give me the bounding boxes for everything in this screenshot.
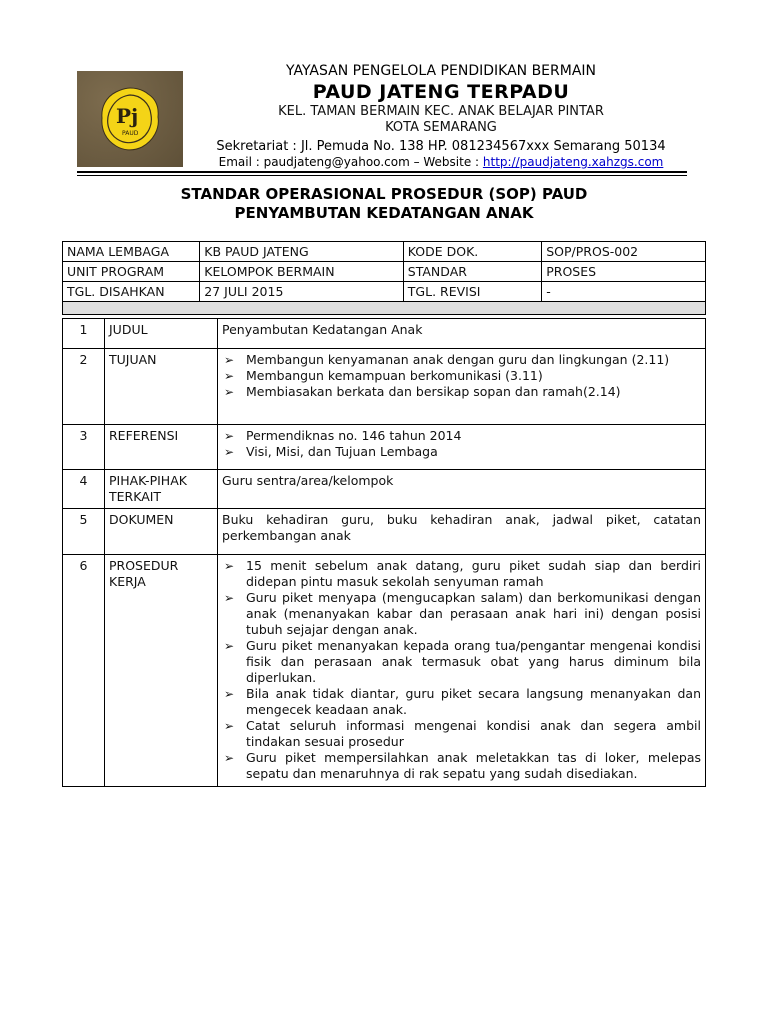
website-link[interactable]: http://paudjateng.xahzgs.com bbox=[482, 155, 664, 169]
list-item bbox=[222, 750, 701, 782]
arrow-bullet-icon: ➢ bbox=[224, 385, 235, 399]
sop-table bbox=[62, 318, 706, 787]
meta-value: KB PAUD JATENG bbox=[200, 242, 404, 262]
list-item-text: Membiasakan berkata dan bersikap sopan dan ramah(2.14) bbox=[246, 384, 621, 399]
bullet-list bbox=[222, 558, 701, 782]
header-rule bbox=[77, 171, 687, 173]
meta-value: 27 JULI 2015 bbox=[200, 282, 404, 302]
city-line: KOTA SEMARANG bbox=[385, 120, 497, 135]
row-content bbox=[218, 425, 706, 470]
sop-row bbox=[63, 555, 706, 787]
list-item bbox=[222, 444, 701, 460]
list-item-text: 15 menit sebelum anak datang, guru piket sudah siap dan berdiri didepan pintu masuk sekolah senyuman ramah bbox=[246, 558, 701, 589]
arrow-bullet-icon: ➢ bbox=[224, 591, 235, 605]
bullet-list bbox=[222, 352, 701, 400]
list-item-text: Membangun kemampuan berkomunikasi (3.11) bbox=[246, 368, 543, 383]
row-content: Buku kehadiran guru, buku kehadiran anak, jadwal piket, catatan perkembangan anak bbox=[218, 509, 706, 555]
title-line-2: PENYAMBUTAN KEDATANGAN ANAK bbox=[234, 204, 534, 222]
meta-value: KELOMPOK BERMAIN bbox=[200, 262, 404, 282]
arrow-bullet-icon: ➢ bbox=[224, 369, 235, 383]
logo-subtext: PAUD bbox=[122, 130, 139, 137]
row-label: JUDUL bbox=[105, 319, 218, 349]
school-logo bbox=[77, 71, 183, 167]
meta-value: SOP/PROS-002 bbox=[542, 242, 706, 262]
foundation-name: YAYASAN PENGELOLA PENDIDIKAN BERMAIN bbox=[285, 63, 597, 79]
meta-value: PROSES bbox=[542, 262, 706, 282]
list-item-text: Guru piket menanyakan kepada orang tua/pengantar mengenai kondisi fisik dan perasaan anak termasuk obat yang harus diminum bila diperlukan. bbox=[246, 638, 701, 685]
institution-name: PAUD JATENG TERPADU bbox=[312, 81, 570, 103]
logo-text: Pj bbox=[116, 104, 139, 128]
meta-label: TGL. DISAHKAN bbox=[63, 282, 200, 302]
sop-row bbox=[63, 509, 706, 555]
row-label: PROSEDUR KERJA bbox=[105, 555, 218, 787]
sop-row bbox=[63, 349, 706, 425]
row-content: Guru sentra/area/kelompok bbox=[218, 470, 706, 509]
arrow-bullet-icon: ➢ bbox=[224, 639, 235, 653]
document-title bbox=[62, 185, 706, 223]
table-divider-row bbox=[63, 302, 706, 315]
meta-label: STANDAR bbox=[403, 262, 541, 282]
row-number: 2 bbox=[63, 349, 105, 425]
arrow-bullet-icon: ➢ bbox=[224, 559, 235, 573]
arrow-bullet-icon: ➢ bbox=[224, 445, 235, 459]
list-item bbox=[222, 590, 701, 638]
list-item-text: Catat seluruh informasi mengenai kondisi anak dan segera ambil tindakan sesuai prosedur bbox=[246, 718, 701, 749]
list-item bbox=[222, 638, 701, 686]
list-item bbox=[222, 352, 701, 368]
list-item bbox=[222, 718, 701, 750]
letterhead bbox=[196, 62, 686, 170]
meta-row bbox=[63, 262, 706, 282]
meta-label: UNIT PROGRAM bbox=[63, 262, 200, 282]
arrow-bullet-icon: ➢ bbox=[224, 687, 235, 701]
meta-value: - bbox=[542, 282, 706, 302]
pj-emblem-icon bbox=[98, 85, 162, 153]
row-label: REFERENSI bbox=[105, 425, 218, 470]
list-item bbox=[222, 558, 701, 590]
row-content: Penyambutan Kedatangan Anak bbox=[218, 319, 706, 349]
row-number: 3 bbox=[63, 425, 105, 470]
list-item-text: Bila anak tidak diantar, guru piket secara langsung menanyakan dan mengecek keadaan anak. bbox=[246, 686, 701, 717]
meta-label: KODE DOK. bbox=[403, 242, 541, 262]
list-item bbox=[222, 368, 701, 384]
arrow-bullet-icon: ➢ bbox=[224, 429, 235, 443]
row-label: DOKUMEN bbox=[105, 509, 218, 555]
list-item bbox=[222, 384, 701, 400]
row-number: 4 bbox=[63, 470, 105, 509]
address-line: KEL. TAMAN BERMAIN KEC. ANAK BELAJAR PINTAR bbox=[278, 104, 604, 119]
sop-row bbox=[63, 425, 706, 470]
meta-row bbox=[63, 242, 706, 262]
row-number: 1 bbox=[63, 319, 105, 349]
row-content bbox=[218, 555, 706, 787]
row-number: 5 bbox=[63, 509, 105, 555]
email-text: Email : paudjateng@yahoo.com – Website : bbox=[218, 155, 483, 169]
row-number: 6 bbox=[63, 555, 105, 787]
list-item-text: Membangun kenyamanan anak dengan guru dan lingkungan (2.11) bbox=[246, 352, 670, 367]
list-item-text: Guru piket menyapa (mengucapkan salam) dan berkomunikasi dengan anak (menanyakan kabar dan perasaan anak hari ini) dengan posisi tubuh sejajar dengan anak. bbox=[246, 590, 701, 637]
sop-row bbox=[63, 319, 706, 349]
arrow-bullet-icon: ➢ bbox=[224, 719, 235, 733]
list-item bbox=[222, 686, 701, 718]
title-line-1: STANDAR OPERASIONAL PROSEDUR (SOP) PAUD bbox=[180, 185, 588, 203]
header-rule-thin bbox=[77, 175, 687, 176]
meta-label: TGL. REVISI bbox=[403, 282, 541, 302]
arrow-bullet-icon: ➢ bbox=[224, 751, 235, 765]
bullet-list bbox=[222, 428, 701, 460]
row-label: TUJUAN bbox=[105, 349, 218, 425]
list-item bbox=[222, 428, 701, 444]
table-divider bbox=[63, 302, 706, 315]
list-item-text: Visi, Misi, dan Tujuan Lembaga bbox=[246, 444, 438, 459]
row-content bbox=[218, 349, 706, 425]
meta-row bbox=[63, 282, 706, 302]
contact-line bbox=[196, 155, 686, 170]
list-item-text: Permendiknas no. 146 tahun 2014 bbox=[246, 428, 462, 443]
arrow-bullet-icon: ➢ bbox=[224, 353, 235, 367]
meta-label: NAMA LEMBAGA bbox=[63, 242, 200, 262]
list-item-text: Guru piket mempersilahkan anak meletakkan tas di loker, melepas sepatu dan menaruhnya di rak sepatu yang sudah disediakan. bbox=[246, 750, 701, 781]
row-label: PIHAK-PIHAK TERKAIT bbox=[105, 470, 218, 509]
sop-row bbox=[63, 470, 706, 509]
document-meta-table bbox=[62, 241, 706, 315]
secretariat-line: Sekretariat : Jl. Pemuda No. 138 HP. 081234567xxx Semarang 50134 bbox=[216, 139, 666, 154]
